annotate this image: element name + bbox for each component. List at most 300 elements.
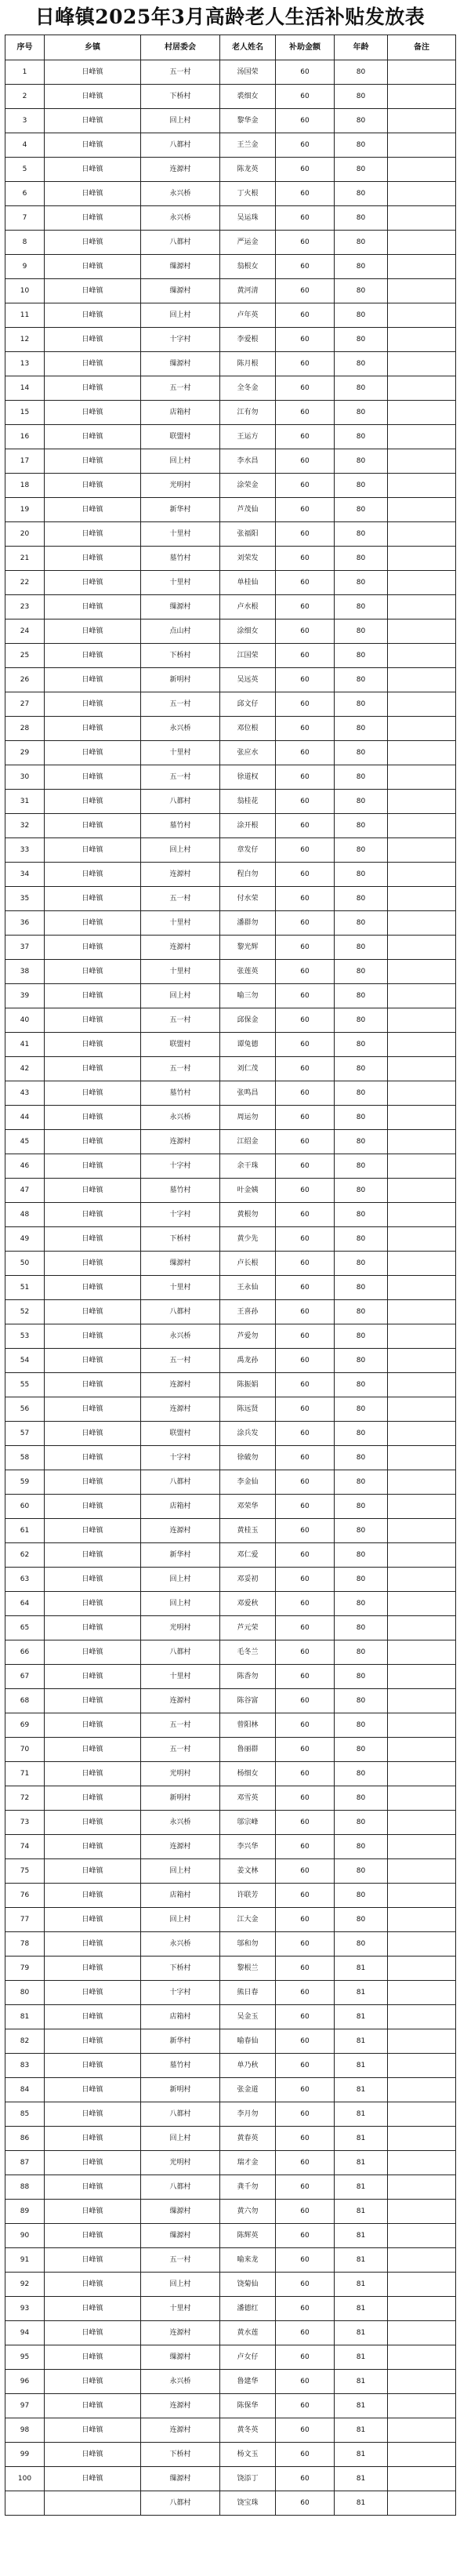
cell-age: 80 [335, 1665, 388, 1689]
cell-subsidy-amount: 60 [276, 595, 335, 619]
cell-age: 80 [335, 668, 388, 692]
cell-remarks [388, 644, 456, 668]
cell-township: 日峰镇 [45, 2005, 141, 2029]
cell-index: 82 [5, 2029, 45, 2054]
table-row [5, 401, 456, 425]
cell-elder-name: 李金仙 [220, 1470, 276, 1495]
cell-township: 日峰镇 [45, 2273, 141, 2297]
cell-elder-name: 黎根兰 [220, 1957, 276, 1981]
cell-age: 80 [335, 255, 388, 279]
cell-elder-name: 张鸣昌 [220, 1081, 276, 1106]
cell-remarks [388, 619, 456, 644]
cell-township: 日峰镇 [45, 1130, 141, 1154]
cell-index: 71 [5, 1762, 45, 1786]
table-row [5, 644, 456, 668]
cell-township [45, 2491, 141, 2516]
table-body [5, 60, 456, 2516]
cell-subsidy-amount: 60 [276, 474, 335, 498]
cell-remarks [388, 1106, 456, 1130]
table-row [5, 668, 456, 692]
cell-village: 连源村 [141, 1130, 220, 1154]
cell-elder-name: 章发仔 [220, 838, 276, 863]
cell-age: 80 [335, 1008, 388, 1033]
cell-subsidy-amount: 60 [276, 2005, 335, 2029]
cell-elder-name: 陈远贤 [220, 1397, 276, 1422]
cell-elder-name: 饶添丁 [220, 2467, 276, 2491]
cell-index: 52 [5, 1300, 45, 1324]
cell-elder-name: 付水荣 [220, 887, 276, 911]
cell-township: 日峰镇 [45, 1446, 141, 1470]
cell-index: 13 [5, 352, 45, 376]
cell-age: 80 [335, 1616, 388, 1640]
cell-village: 连源村 [141, 2321, 220, 2345]
table-row [5, 547, 456, 571]
cell-age: 80 [335, 1276, 388, 1300]
cell-subsidy-amount: 60 [276, 1689, 335, 1713]
cell-remarks [388, 1835, 456, 1859]
cell-remarks [388, 887, 456, 911]
cell-age: 80 [335, 1349, 388, 1373]
cell-township: 日峰镇 [45, 449, 141, 474]
cell-remarks [388, 2054, 456, 2078]
cell-village: 五一村 [141, 1349, 220, 1373]
cell-remarks [388, 1057, 456, 1081]
subsidy-table [5, 35, 456, 2516]
table-row [5, 1786, 456, 1811]
cell-remarks [388, 1276, 456, 1300]
cell-remarks [388, 401, 456, 425]
cell-village: 回上村 [141, 838, 220, 863]
cell-age: 81 [335, 2029, 388, 2054]
cell-township: 日峰镇 [45, 1811, 141, 1835]
cell-village: 墓竹村 [141, 547, 220, 571]
cell-village: 回上村 [141, 1859, 220, 1884]
table-row [5, 109, 456, 133]
cell-township: 日峰镇 [45, 182, 141, 206]
cell-age: 80 [335, 1689, 388, 1713]
cell-elder-name: 卢年英 [220, 303, 276, 328]
cell-elder-name: 陈谷富 [220, 1689, 276, 1713]
cell-index: 81 [5, 2005, 45, 2029]
cell-township: 日峰镇 [45, 595, 141, 619]
cell-township: 日峰镇 [45, 206, 141, 231]
header-subsidy-amount: 补助金额 [276, 35, 335, 60]
cell-remarks [388, 206, 456, 231]
cell-township: 日峰镇 [45, 2151, 141, 2175]
table-row [5, 619, 456, 644]
cell-age: 80 [335, 692, 388, 717]
cell-remarks [388, 2005, 456, 2029]
cell-remarks [388, 498, 456, 522]
cell-village: 五一村 [141, 376, 220, 401]
cell-age: 80 [335, 1519, 388, 1543]
cell-subsidy-amount: 60 [276, 376, 335, 401]
cell-subsidy-amount: 60 [276, 1884, 335, 1908]
cell-township: 日峰镇 [45, 2370, 141, 2394]
cell-subsidy-amount: 60 [276, 717, 335, 741]
cell-age: 80 [335, 1470, 388, 1495]
cell-age: 80 [335, 182, 388, 206]
cell-subsidy-amount: 60 [276, 2127, 335, 2151]
cell-township: 日峰镇 [45, 2321, 141, 2345]
cell-subsidy-amount: 60 [276, 1179, 335, 1203]
cell-age: 80 [335, 1227, 388, 1252]
document-title: 日峰镇2025年3月高龄老人生活补贴发放表 [34, 5, 426, 28]
cell-subsidy-amount: 60 [276, 1592, 335, 1616]
cell-township: 日峰镇 [45, 474, 141, 498]
header-age: 年龄 [335, 35, 388, 60]
cell-township: 日峰镇 [45, 2078, 141, 2102]
cell-elder-name: 王运方 [220, 425, 276, 449]
table-row [5, 790, 456, 814]
table-row [5, 328, 456, 352]
table-row [5, 85, 456, 109]
cell-village: 十字村 [141, 1446, 220, 1470]
cell-remarks [388, 1154, 456, 1179]
cell-village: 缫源村 [141, 352, 220, 376]
cell-remarks [388, 838, 456, 863]
cell-village: 回上村 [141, 303, 220, 328]
cell-index: 40 [5, 1008, 45, 1033]
cell-remarks [388, 1592, 456, 1616]
table-row [5, 1835, 456, 1859]
cell-age: 81 [335, 1981, 388, 2005]
cell-remarks [388, 1689, 456, 1713]
cell-elder-name: 刘仁茂 [220, 1057, 276, 1081]
cell-subsidy-amount: 60 [276, 401, 335, 425]
cell-subsidy-amount: 60 [276, 790, 335, 814]
cell-village: 连源村 [141, 158, 220, 182]
cell-remarks [388, 2151, 456, 2175]
cell-elder-name: 邱文仔 [220, 692, 276, 717]
cell-elder-name: 裘细女 [220, 85, 276, 109]
cell-age: 80 [335, 863, 388, 887]
cell-elder-name: 陈保华 [220, 2394, 276, 2418]
table-row [5, 1713, 456, 1738]
cell-township: 日峰镇 [45, 1397, 141, 1422]
cell-elder-name: 龚千勿 [220, 2175, 276, 2200]
cell-age: 80 [335, 1640, 388, 1665]
cell-remarks [388, 1470, 456, 1495]
cell-age: 80 [335, 887, 388, 911]
cell-village: 下桥村 [141, 1227, 220, 1252]
table-row [5, 133, 456, 158]
cell-village: 新明村 [141, 2078, 220, 2102]
cell-index: 48 [5, 1203, 45, 1227]
cell-index: 78 [5, 1932, 45, 1957]
cell-remarks [388, 2491, 456, 2516]
cell-elder-name: 曾阳林 [220, 1713, 276, 1738]
cell-elder-name: 黄根勿 [220, 1203, 276, 1227]
cell-subsidy-amount: 60 [276, 1349, 335, 1373]
cell-township: 日峰镇 [45, 1057, 141, 1081]
cell-age: 80 [335, 425, 388, 449]
cell-remarks [388, 2394, 456, 2418]
table-row [5, 2200, 456, 2224]
cell-village: 八都村 [141, 2175, 220, 2200]
cell-elder-name: 姜文林 [220, 1859, 276, 1884]
cell-township: 日峰镇 [45, 1640, 141, 1665]
cell-elder-name: 喻春仙 [220, 2029, 276, 2054]
cell-township: 日峰镇 [45, 1738, 141, 1762]
cell-elder-name: 陈振娟 [220, 1373, 276, 1397]
table-row [5, 2224, 456, 2248]
table-row [5, 522, 456, 547]
cell-remarks [388, 1884, 456, 1908]
table-row [5, 1616, 456, 1640]
cell-subsidy-amount: 60 [276, 1106, 335, 1130]
cell-village: 回上村 [141, 2273, 220, 2297]
cell-subsidy-amount: 60 [276, 838, 335, 863]
table-row [5, 60, 456, 85]
table-row [5, 1008, 456, 1033]
cell-village: 八都村 [141, 1300, 220, 1324]
cell-age: 80 [335, 401, 388, 425]
cell-township: 日峰镇 [45, 133, 141, 158]
cell-elder-name: 单桂仙 [220, 571, 276, 595]
cell-remarks [388, 1008, 456, 1033]
cell-age: 80 [335, 717, 388, 741]
cell-township: 日峰镇 [45, 1884, 141, 1908]
cell-remarks [388, 692, 456, 717]
cell-subsidy-amount: 60 [276, 1252, 335, 1276]
cell-index: 21 [5, 547, 45, 571]
cell-subsidy-amount: 60 [276, 1616, 335, 1640]
cell-elder-name: 余干珠 [220, 1154, 276, 1179]
cell-subsidy-amount: 60 [276, 1908, 335, 1932]
cell-elder-name: 江有勿 [220, 401, 276, 425]
cell-age: 80 [335, 644, 388, 668]
cell-elder-name: 周运勿 [220, 1106, 276, 1130]
cell-township: 日峰镇 [45, 1300, 141, 1324]
cell-age: 80 [335, 1300, 388, 1324]
cell-index: 67 [5, 1665, 45, 1689]
cell-elder-name: 黄六勿 [220, 2200, 276, 2224]
cell-village: 十里村 [141, 1276, 220, 1300]
cell-remarks [388, 1908, 456, 1932]
cell-village: 永兴桥 [141, 2370, 220, 2394]
cell-township: 日峰镇 [45, 2200, 141, 2224]
cell-village: 五一村 [141, 1057, 220, 1081]
cell-subsidy-amount: 60 [276, 1276, 335, 1300]
cell-remarks [388, 182, 456, 206]
cell-elder-name: 李兴华 [220, 1835, 276, 1859]
cell-index: 8 [5, 231, 45, 255]
cell-age: 81 [335, 2345, 388, 2370]
cell-village: 店箱村 [141, 401, 220, 425]
cell-subsidy-amount: 60 [276, 1811, 335, 1835]
cell-index: 65 [5, 1616, 45, 1640]
cell-village: 光明村 [141, 474, 220, 498]
cell-subsidy-amount: 60 [276, 133, 335, 158]
cell-elder-name: 陈辉英 [220, 2224, 276, 2248]
header-index: 序号 [5, 35, 45, 60]
cell-subsidy-amount: 60 [276, 2029, 335, 2054]
table-row [5, 1397, 456, 1422]
cell-remarks [388, 1422, 456, 1446]
cell-township: 日峰镇 [45, 571, 141, 595]
cell-age: 80 [335, 547, 388, 571]
cell-township: 日峰镇 [45, 741, 141, 765]
table-row [5, 1033, 456, 1057]
cell-subsidy-amount: 60 [276, 2443, 335, 2467]
table-row [5, 1154, 456, 1179]
cell-age: 80 [335, 790, 388, 814]
cell-elder-name: 江国荣 [220, 644, 276, 668]
cell-village: 新明村 [141, 668, 220, 692]
cell-township: 日峰镇 [45, 328, 141, 352]
cell-age: 81 [335, 2321, 388, 2345]
cell-elder-name: 邓仁爱 [220, 1543, 276, 1568]
cell-remarks [388, 60, 456, 85]
cell-elder-name: 黎光辉 [220, 936, 276, 960]
header-row [5, 35, 456, 60]
cell-remarks [388, 279, 456, 303]
cell-remarks [388, 1713, 456, 1738]
cell-index: 11 [5, 303, 45, 328]
cell-age: 81 [335, 2394, 388, 2418]
cell-township: 日峰镇 [45, 1981, 141, 2005]
cell-township: 日峰镇 [45, 547, 141, 571]
table-row [5, 255, 456, 279]
cell-subsidy-amount: 60 [276, 449, 335, 474]
cell-age: 80 [335, 1762, 388, 1786]
cell-elder-name: 黄春英 [220, 2127, 276, 2151]
cell-township: 日峰镇 [45, 1324, 141, 1349]
cell-township: 日峰镇 [45, 2297, 141, 2321]
cell-index: 42 [5, 1057, 45, 1081]
cell-remarks [388, 1543, 456, 1568]
cell-remarks [388, 1811, 456, 1835]
cell-index: 44 [5, 1106, 45, 1130]
cell-subsidy-amount: 60 [276, 2151, 335, 2175]
table-row [5, 1276, 456, 1300]
cell-age: 80 [335, 498, 388, 522]
cell-index: 32 [5, 814, 45, 838]
cell-township: 日峰镇 [45, 158, 141, 182]
cell-remarks [388, 2078, 456, 2102]
cell-subsidy-amount: 60 [276, 2054, 335, 2078]
cell-township: 日峰镇 [45, 644, 141, 668]
cell-age: 80 [335, 1422, 388, 1446]
cell-subsidy-amount: 60 [276, 2200, 335, 2224]
table-row [5, 2054, 456, 2078]
table-row [5, 2491, 456, 2516]
cell-index: 29 [5, 741, 45, 765]
cell-remarks [388, 449, 456, 474]
cell-subsidy-amount: 60 [276, 425, 335, 449]
cell-remarks [388, 1203, 456, 1227]
cell-remarks [388, 2029, 456, 2054]
cell-elder-name: 全冬金 [220, 376, 276, 401]
cell-subsidy-amount: 60 [276, 498, 335, 522]
cell-village: 缫源村 [141, 1252, 220, 1276]
cell-subsidy-amount: 60 [276, 1519, 335, 1543]
cell-remarks [388, 2102, 456, 2127]
cell-township: 日峰镇 [45, 2443, 141, 2467]
cell-subsidy-amount: 60 [276, 1057, 335, 1081]
cell-subsidy-amount: 60 [276, 2370, 335, 2394]
table-row [5, 2345, 456, 2370]
cell-age: 80 [335, 1835, 388, 1859]
cell-index: 57 [5, 1422, 45, 1446]
table-row [5, 1932, 456, 1957]
cell-subsidy-amount: 60 [276, 255, 335, 279]
cell-township: 日峰镇 [45, 401, 141, 425]
cell-subsidy-amount: 60 [276, 303, 335, 328]
cell-elder-name: 丁火根 [220, 182, 276, 206]
cell-remarks [388, 814, 456, 838]
table-row [5, 1081, 456, 1106]
cell-index: 20 [5, 522, 45, 547]
cell-township: 日峰镇 [45, 1543, 141, 1568]
cell-township: 日峰镇 [45, 1957, 141, 1981]
cell-elder-name: 刘荣发 [220, 547, 276, 571]
cell-elder-name: 黄水莲 [220, 2321, 276, 2345]
header-remarks: 备注 [388, 35, 456, 60]
cell-village: 联盟村 [141, 425, 220, 449]
cell-subsidy-amount: 60 [276, 1227, 335, 1252]
table-row [5, 1422, 456, 1446]
cell-remarks [388, 109, 456, 133]
cell-age: 80 [335, 328, 388, 352]
cell-age: 80 [335, 1057, 388, 1081]
cell-subsidy-amount: 60 [276, 911, 335, 936]
cell-index: 2 [5, 85, 45, 109]
cell-age: 80 [335, 1738, 388, 1762]
cell-elder-name: 芦爱勿 [220, 1324, 276, 1349]
cell-elder-name: 邬和勿 [220, 1932, 276, 1957]
cell-elder-name: 杨细女 [220, 1762, 276, 1786]
cell-subsidy-amount: 60 [276, 1203, 335, 1227]
cell-subsidy-amount: 60 [276, 206, 335, 231]
cell-township: 日峰镇 [45, 1470, 141, 1495]
cell-age: 80 [335, 1154, 388, 1179]
cell-elder-name: 黄河清 [220, 279, 276, 303]
cell-elder-name: 张福阳 [220, 522, 276, 547]
cell-index: 97 [5, 2394, 45, 2418]
table-row [5, 2418, 456, 2443]
table-row [5, 1324, 456, 1349]
cell-elder-name: 饶菊仙 [220, 2273, 276, 2297]
cell-village: 下桥村 [141, 644, 220, 668]
table-row [5, 765, 456, 790]
cell-elder-name: 黄冬英 [220, 2418, 276, 2443]
cell-subsidy-amount: 60 [276, 547, 335, 571]
cell-index: 91 [5, 2248, 45, 2273]
table-row [5, 1543, 456, 1568]
cell-index: 45 [5, 1130, 45, 1154]
cell-index: 39 [5, 984, 45, 1008]
cell-subsidy-amount: 60 [276, 522, 335, 547]
cell-subsidy-amount: 60 [276, 741, 335, 765]
cell-index: 19 [5, 498, 45, 522]
cell-township: 日峰镇 [45, 109, 141, 133]
cell-remarks [388, 2248, 456, 2273]
table-row [5, 2248, 456, 2273]
cell-subsidy-amount: 60 [276, 692, 335, 717]
cell-index: 75 [5, 1859, 45, 1884]
table-row [5, 1227, 456, 1252]
cell-township: 日峰镇 [45, 1276, 141, 1300]
cell-subsidy-amount: 60 [276, 1543, 335, 1568]
cell-index: 86 [5, 2127, 45, 2151]
cell-village: 五一村 [141, 2248, 220, 2273]
cell-village: 八都村 [141, 2102, 220, 2127]
cell-subsidy-amount: 60 [276, 158, 335, 182]
cell-subsidy-amount: 60 [276, 1665, 335, 1689]
cell-index [5, 2491, 45, 2516]
